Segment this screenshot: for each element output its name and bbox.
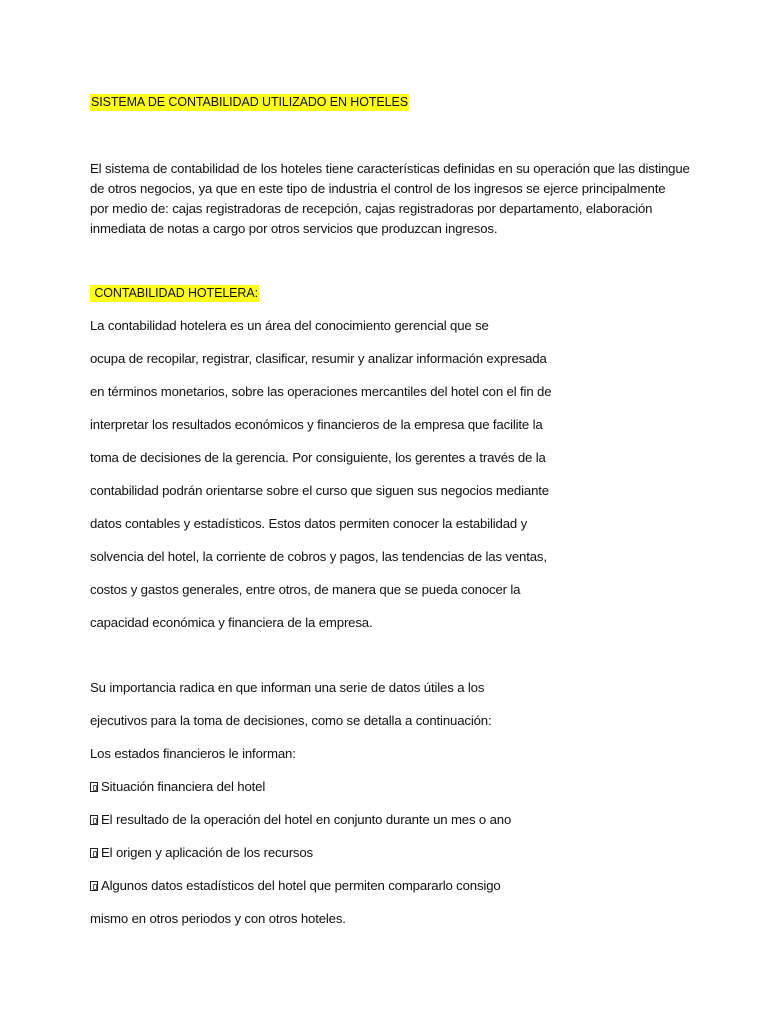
intro-line: inmediata de notas a cargo por otros servicios que produzcan ingresos. [90,221,498,236]
bullet-box-icon [90,815,98,825]
closing-line: mismo en otros periodos y con otros hoteles. [90,911,346,926]
bullet-box-icon [90,782,98,792]
intro-line: por medio de: cajas registradoras de recepción, cajas registradoras por departamento, elaboración [90,201,653,216]
section-line: capacidad económica y financiera de la empresa. [90,615,373,630]
bullet-text: Situación financiera del hotel [101,779,266,794]
title-highlight: SISTEMA DE CONTABILIDAD UTILIZADO EN HOTELES [91,95,408,109]
bullet-item [90,845,313,860]
section-line: contabilidad podrán orientarse sobre el curso que siguen sus negocios mediante [90,483,549,498]
intro-line: El sistema de contabilidad de los hoteles tiene características definidas en su operación que las distingue [90,161,690,176]
bullet-box-icon [90,881,98,891]
importance-line: ejecutivos para la toma de decisiones, como se detalla a continuación: [90,713,492,728]
section-title-highlight: CONTABILIDAD HOTELERA: [91,286,258,300]
section-title [90,286,259,300]
section-line: interpretar los resultados económicos y financieros de la empresa que facilite la [90,417,543,432]
bullet-text: El resultado de la operación del hotel en conjunto durante un mes o ano [101,812,512,827]
importance-line: Su importancia radica en que informan una serie de datos útiles a los [90,680,485,695]
document-title [90,95,409,109]
bullet-box-icon [90,848,98,858]
intro-paragraph [90,159,710,239]
section-line: costos y gastos generales, entre otros, de manera que se pueda conocer la [90,582,521,597]
importance-line: Los estados financieros le informan: [90,746,296,761]
bullet-item [90,812,511,827]
section-line: ocupa de recopilar, registrar, clasificar, resumir y analizar información expresada [90,351,547,366]
bullet-text: El origen y aplicación de los recursos [101,845,314,860]
bullet-item [90,779,265,794]
bullet-item [90,878,501,893]
section-line: datos contables y estadísticos. Estos datos permiten conocer la estabilidad y [90,516,528,531]
section-line: solvencia del hotel, la corriente de cobros y pagos, las tendencias de las ventas, [90,549,547,564]
bullet-text: Algunos datos estadísticos del hotel que permiten compararlo consigo [101,878,501,893]
section-line: toma de decisiones de la gerencia. Por consiguiente, los gerentes a través de la [90,450,546,465]
section-line: La contabilidad hotelera es un área del conocimiento gerencial que se [90,318,489,333]
intro-line: de otros negocios, ya que en este tipo de industria el control de los ingresos se ejerce principalmente [90,181,666,196]
section-line: en términos monetarios, sobre las operaciones mercantiles del hotel con el fin de [90,384,552,399]
